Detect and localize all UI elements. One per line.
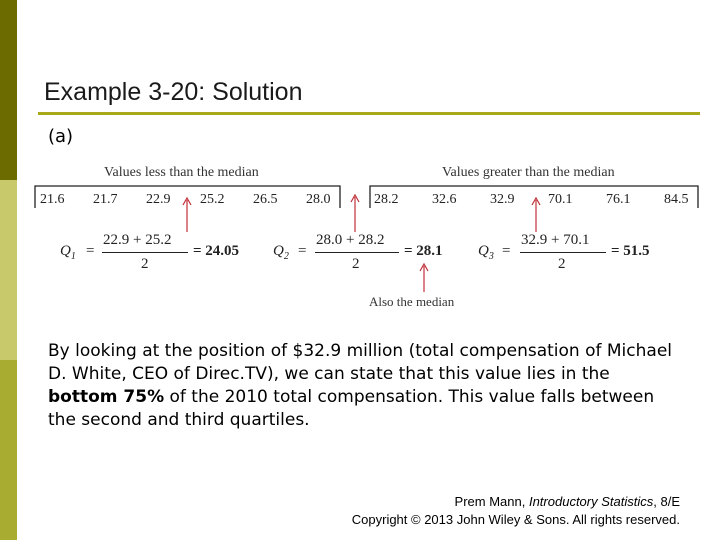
q1-symbol: Q [60,243,71,259]
median-note: Also the median [369,294,455,309]
value-item: 25.2 [200,192,225,207]
q1-equals: = [86,243,95,259]
header-greater-than-median: Values greater than the median [442,165,615,180]
q3-denominator: 2 [558,256,566,272]
value-item: 28.2 [374,192,399,207]
value-item: 22.9 [146,192,171,207]
q2-result: = 28.1 [404,243,443,259]
value-item: 70.1 [548,192,573,207]
q1-numerator: 22.9 + 25.2 [103,232,172,248]
slide-title: Example 3-20: Solution [44,78,303,106]
q3-result: = 51.5 [611,243,650,259]
q1-denominator: 2 [141,256,149,272]
q3-symbol: Q [478,243,489,259]
q2-symbol: Q [273,243,284,259]
footer-copyright: Copyright © 2013 John Wiley & Sons. All rights reserved. [351,512,680,527]
footer-author: Prem Mann, [454,494,529,509]
header-less-than-median: Values less than the median [104,165,259,180]
paragraph-text-1: By looking at the position of $32.9 million (total compensation of Michael D. White, CEO of Direc.TV), we can state that this value lies in the [48,341,672,384]
q3-equals: = [502,243,511,259]
value-item: 21.7 [93,192,118,207]
part-label: (a) [48,126,74,147]
q1-result: = 24.05 [193,243,240,259]
q3-subscript: 3 [488,251,494,262]
value-item: 76.1 [606,192,631,207]
paragraph-bold: bottom 75% [48,387,165,407]
explanation-paragraph [48,340,678,432]
q2-subscript: 2 [283,251,289,262]
footer-book-title: Introductory Statistics [528,494,654,509]
right-group-bracket [370,186,698,208]
footer-citation [352,493,680,529]
q2-numerator: 28.0 + 28.2 [316,232,385,248]
paragraph-text-2: of the 2010 total compensation. This value falls between the second and third quartiles. [48,387,655,430]
value-item: 84.5 [664,192,689,207]
q3-fraction-bar [520,252,606,253]
q1-fraction-bar [102,252,188,253]
value-item: 26.5 [253,192,278,207]
footer-edition: , 8/E [653,494,680,509]
value-item: 32.6 [432,192,457,207]
q1-subscript: 1 [70,251,76,262]
q2-fraction-bar [315,252,399,253]
q2-equals: = [298,243,307,259]
value-item: 21.6 [40,192,65,207]
value-item: 28.0 [306,192,331,207]
q2-denominator: 2 [352,256,360,272]
value-item: 32.9 [490,192,515,207]
q3-numerator: 32.9 + 70.1 [521,232,590,248]
